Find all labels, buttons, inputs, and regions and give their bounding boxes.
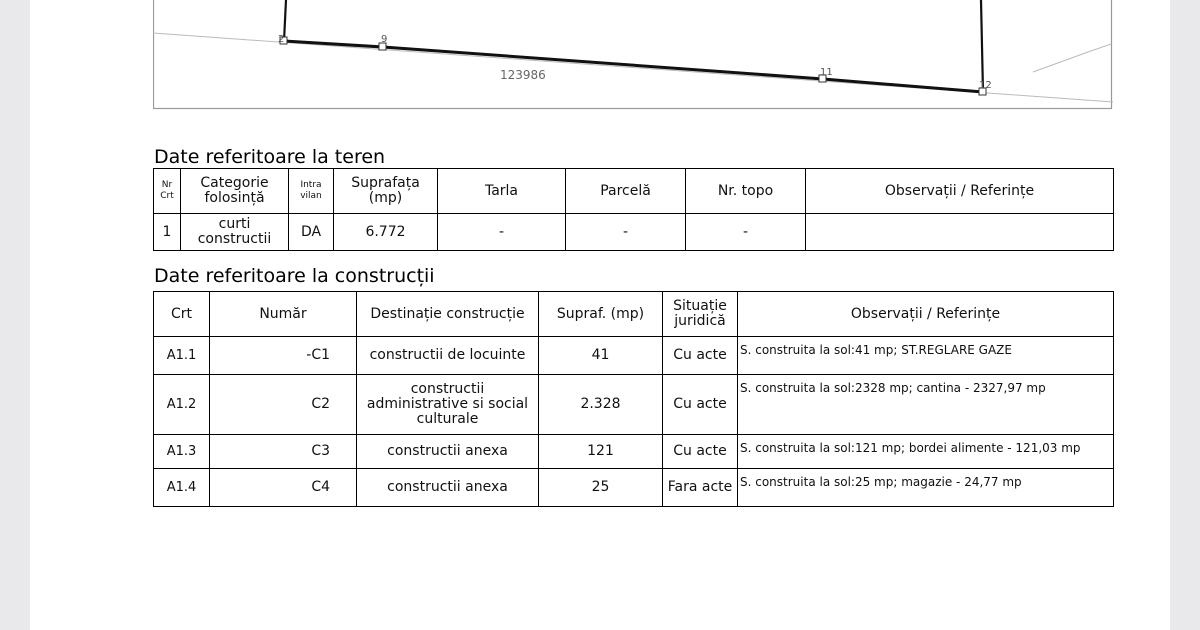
cadastral-map bbox=[153, 0, 1113, 110]
point-label: 9 bbox=[381, 34, 388, 45]
cell-crt: A1.2 bbox=[154, 375, 210, 435]
cell-observatii: S. construita la sol:2328 mp; cantina - 2327,97 mp bbox=[738, 375, 1114, 435]
cell-nr-topo: - bbox=[686, 214, 806, 251]
table-row bbox=[154, 375, 1114, 435]
land-section-title: Date referitoare la teren bbox=[154, 146, 386, 168]
cell-nr: 1 bbox=[154, 214, 181, 251]
col-nr-topo: Nr. topo bbox=[686, 169, 806, 214]
cell-supraf: 25 bbox=[539, 469, 663, 507]
cell-situatie: Cu acte bbox=[663, 375, 738, 435]
constructions-table bbox=[153, 291, 1114, 507]
cell-numar: C4 bbox=[210, 469, 357, 507]
col-nr-crt: Nr Crt bbox=[154, 169, 181, 214]
cell-observatii: S. construita la sol:121 mp; bordei alimente - 121,03 mp bbox=[738, 435, 1114, 469]
col-observatii: Observații / Referințe bbox=[738, 292, 1114, 337]
cell-suprafata: 6.772 bbox=[334, 214, 438, 251]
cell-situatie: Cu acte bbox=[663, 337, 738, 375]
table-row bbox=[154, 469, 1114, 507]
cell-numar: C2 bbox=[210, 375, 357, 435]
col-situatie: Situație juridică bbox=[663, 292, 738, 337]
col-intravilan: Intra vilan bbox=[289, 169, 334, 214]
table-row bbox=[154, 337, 1114, 375]
cell-observatii bbox=[806, 214, 1114, 251]
point-label: 2 bbox=[278, 34, 285, 45]
cell-observatii: S. construita la sol:25 mp; magazie - 24,77 mp bbox=[738, 469, 1114, 507]
constructions-section-title: Date referitoare la construcții bbox=[154, 265, 435, 287]
cell-crt: A1.4 bbox=[154, 469, 210, 507]
col-parcela: Parcelă bbox=[566, 169, 686, 214]
cell-supraf: 121 bbox=[539, 435, 663, 469]
cell-destinatie: constructii anexa bbox=[357, 435, 539, 469]
col-suprafata: Suprafața (mp) bbox=[334, 169, 438, 214]
cell-parcela: - bbox=[566, 214, 686, 251]
land-table bbox=[153, 168, 1114, 251]
cell-destinatie: constructii administrative si social culturale bbox=[357, 375, 539, 435]
cell-supraf: 2.328 bbox=[539, 375, 663, 435]
cell-categorie: curti constructii bbox=[181, 214, 289, 251]
cell-observatii: S. construita la sol:41 mp; ST.REGLARE GAZE bbox=[738, 337, 1114, 375]
cell-supraf: 41 bbox=[539, 337, 663, 375]
col-numar: Număr bbox=[210, 292, 357, 337]
table-row bbox=[154, 214, 1114, 251]
point-label: 12 bbox=[979, 80, 992, 91]
cell-tarla: - bbox=[438, 214, 566, 251]
cell-intravilan: DA bbox=[289, 214, 334, 251]
cell-situatie: Cu acte bbox=[663, 435, 738, 469]
cell-numar: -C1 bbox=[210, 337, 357, 375]
table-row bbox=[154, 435, 1114, 469]
cell-crt: A1.1 bbox=[154, 337, 210, 375]
parcel-id-label: 123986 bbox=[500, 68, 546, 82]
cell-destinatie: constructii anexa bbox=[357, 469, 539, 507]
constructions-table-header bbox=[154, 292, 1114, 337]
col-destinatie: Destinație construcție bbox=[357, 292, 539, 337]
cell-destinatie: constructii de locuinte bbox=[357, 337, 539, 375]
cell-numar: C3 bbox=[210, 435, 357, 469]
col-supraf: Supraf. (mp) bbox=[539, 292, 663, 337]
col-crt: Crt bbox=[154, 292, 210, 337]
land-table-header bbox=[154, 169, 1114, 214]
point-label: 11 bbox=[820, 67, 833, 78]
col-observatii: Observații / Referințe bbox=[806, 169, 1114, 214]
cell-situatie: Fara acte bbox=[663, 469, 738, 507]
col-tarla: Tarla bbox=[438, 169, 566, 214]
cell-crt: A1.3 bbox=[154, 435, 210, 469]
col-categorie: Categorie folosință bbox=[181, 169, 289, 214]
